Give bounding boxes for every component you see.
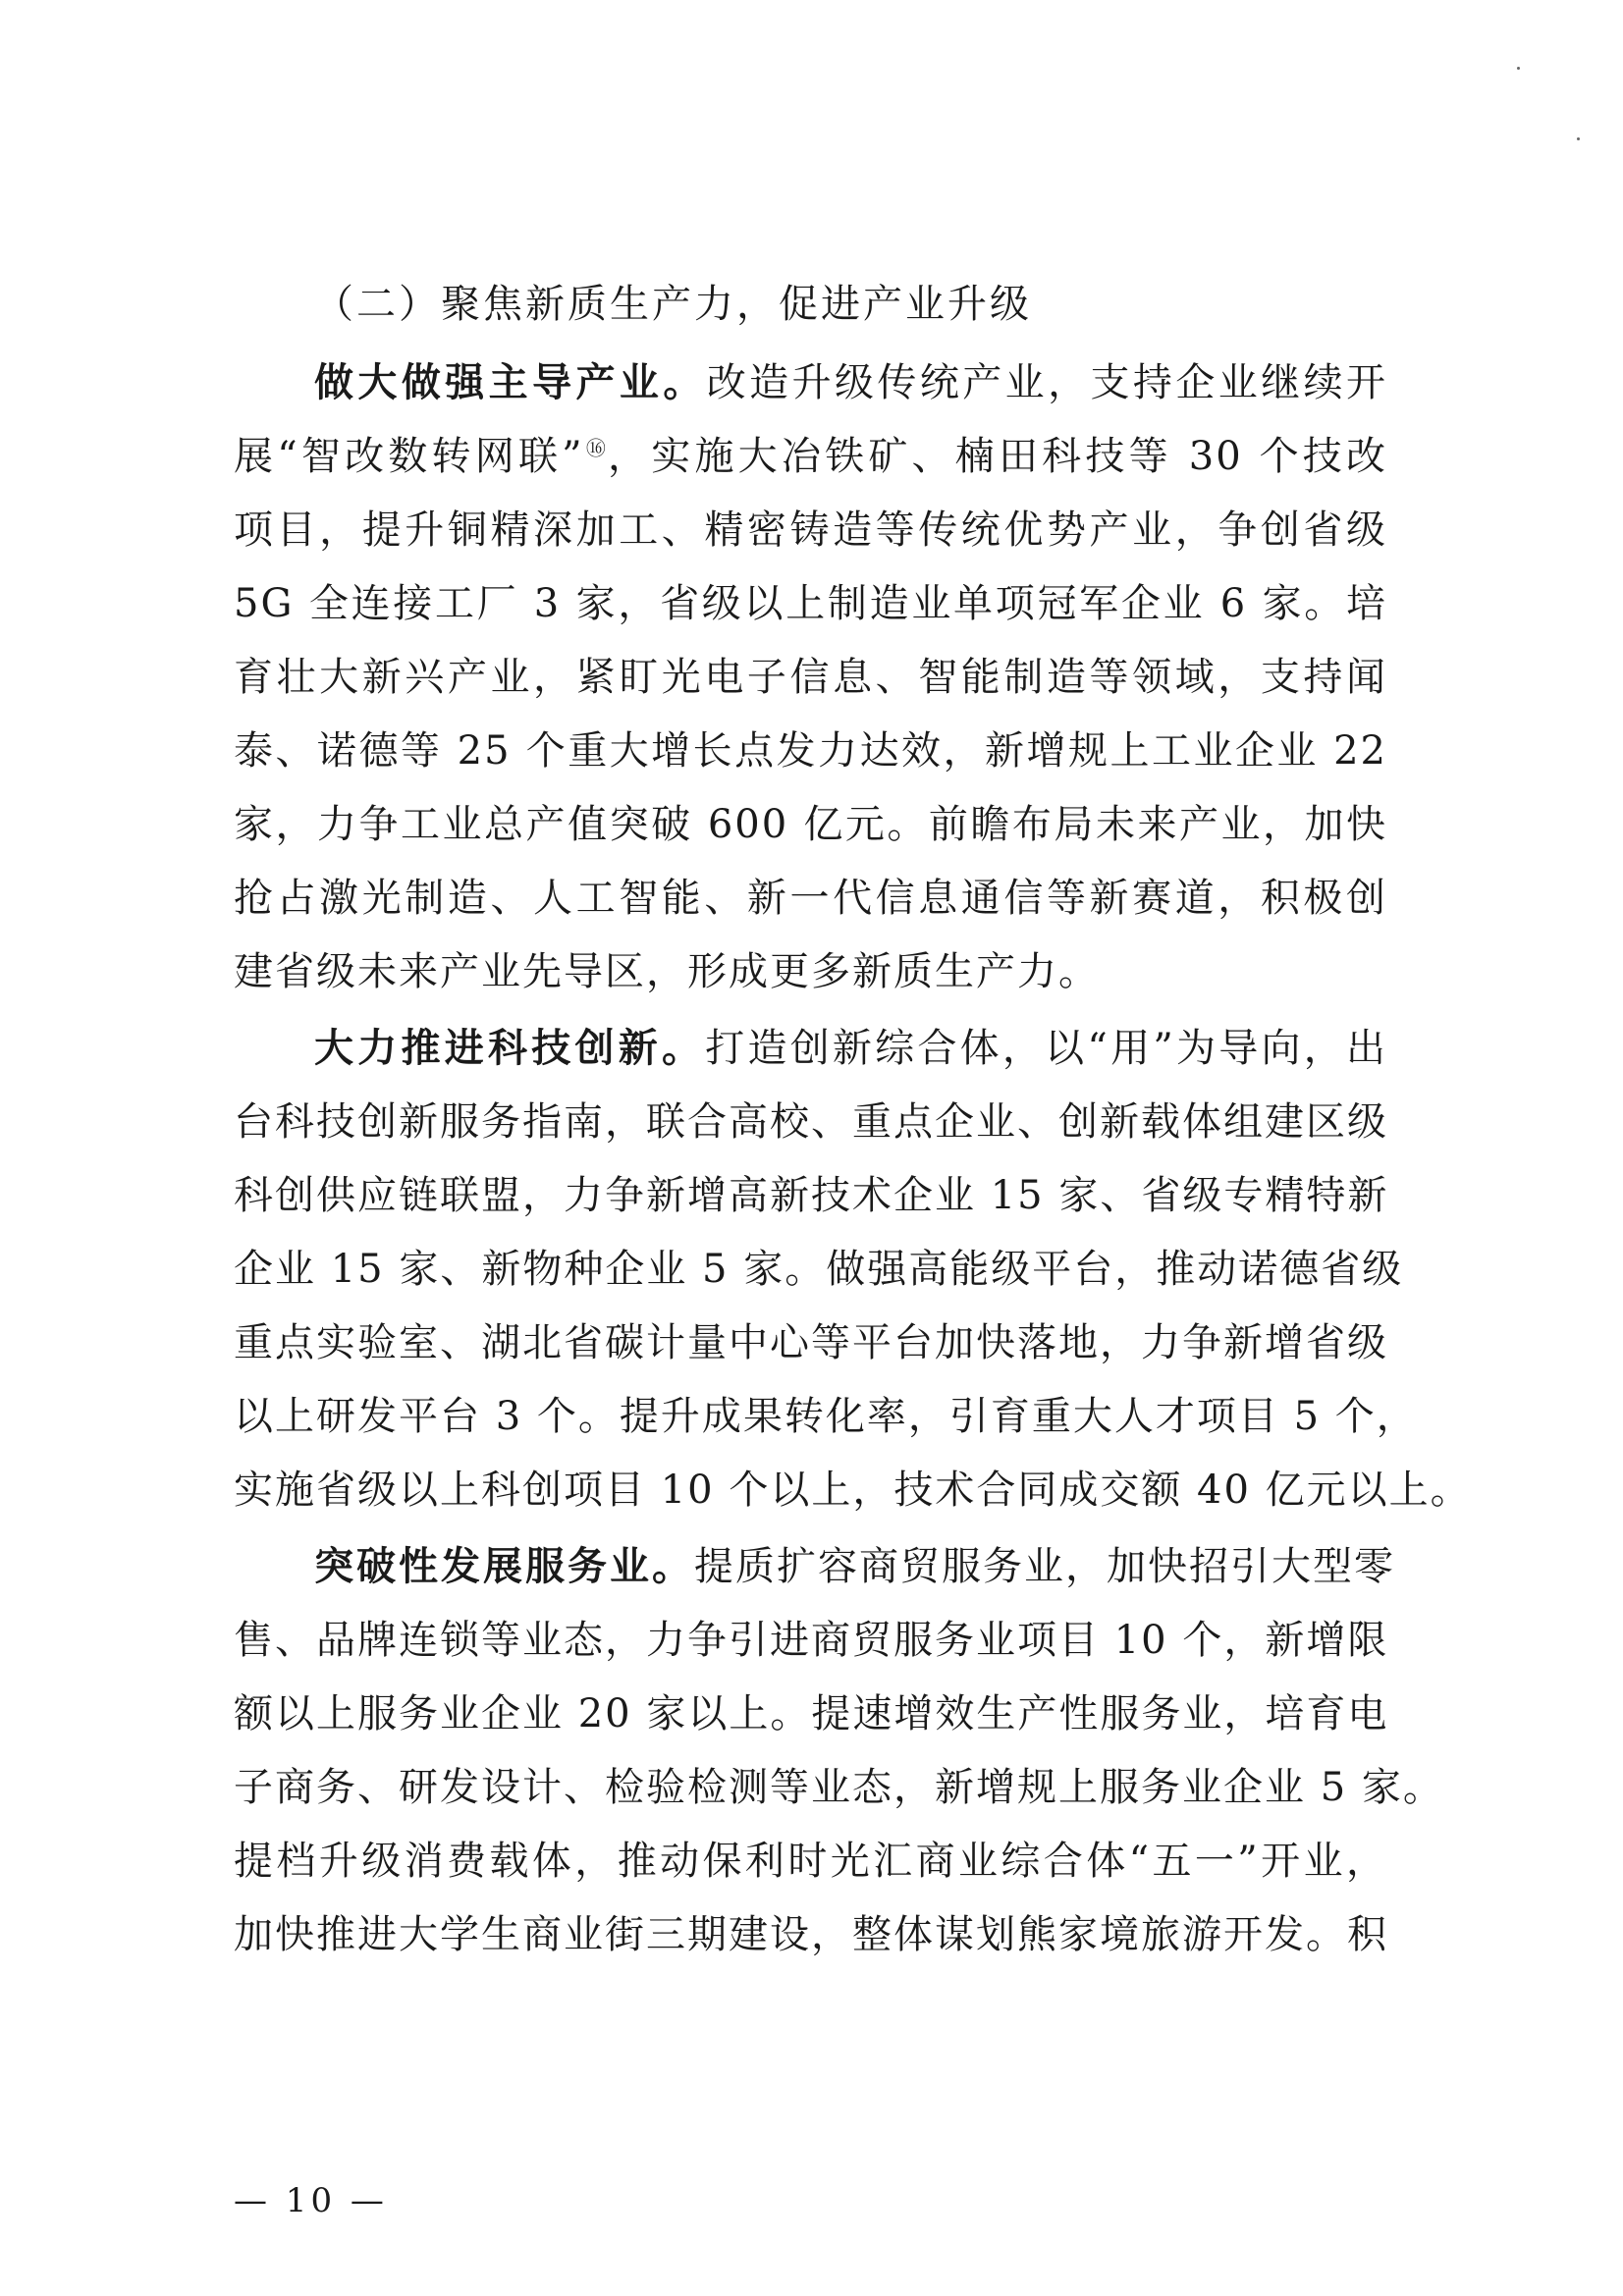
paragraph-line: 育壮大新兴产业，紧盯光电子信息、智能制造等领域，支持闻 [234,655,1387,700]
paragraph-text: 打造创新综合体，以“用”为导向，出 [705,1026,1388,1071]
section-heading: （二）聚焦新质生产力，促进产业升级 [314,282,1032,327]
paragraph-line: 售、品牌连锁等业态，力争引进商贸服务业项目 10 个，新增限 [234,1618,1389,1663]
paragraph-lead: 突破性发展服务业。 [314,1543,694,1589]
footnote-marker: ⑯ [583,436,609,460]
paragraph-line: 企业 15 家、新物种企业 5 家。做强高能级平台，推动诺德省级 [234,1247,1404,1292]
paragraph-line [314,346,1387,420]
paragraph-line: 子商务、研发设计、检验检测等业态，新增规上服务业企业 5 家。 [234,1765,1444,1810]
paragraph-line: 实施省级以上科创项目 10 个以上，技术合同成交额 40 亿元以上。 [234,1468,1472,1513]
paragraph-line [234,419,1387,494]
paragraph-line: 项目，提升铜精深加工、精密铸造等传统优势产业，争创省级 [234,507,1387,553]
paragraph-line: 建省级未来产业先导区，形成更多新质生产力。 [234,949,1100,994]
paragraph-line: 加快推进大学生商业街三期建设，整体谋划熊家境旅游开发。积 [234,1912,1388,1957]
paragraph-line: 台科技创新服务指南，联合高校、重点企业、创新载体组建区级 [234,1099,1388,1145]
paragraph-text: 提质扩容商贸服务业，加快招引大型零 [694,1544,1395,1589]
paragraph-line [314,1529,1395,1604]
paragraph-lead: 大力推进科技创新。 [314,1025,706,1071]
paragraph-line: 重点实验室、湖北省碳计量中心等平台加快落地，力争新增省级 [234,1320,1388,1365]
page-number: — 10 — [234,2181,388,2220]
paragraph-text: 改造升级传统产业，支持企业继续开 [706,360,1387,405]
paragraph-line: 科创供应链联盟，力争新增高新技术企业 15 家、省级专精特新 [234,1173,1389,1218]
paragraph-line: 泰、诺德等 25 个重大增长点发力达效，新增规上工业企业 22 [234,728,1387,774]
paragraph-line: 抢占激光制造、人工智能、新一代信息通信等新赛道，积极创 [234,876,1387,921]
paragraph-text: 展“智改数转网联” [234,434,584,479]
paragraph-text: ，实施大冶铁矿、楠田科技等 30 个技改 [608,434,1388,479]
paragraph-line: 提档升级消费载体，推动保利时光汇商业综合体“五一”开业， [234,1839,1387,1884]
paragraph-line: 额以上服务业企业 20 家以上。提速增效生产性服务业，培育电 [234,1691,1389,1736]
scan-speck [1577,137,1580,140]
paragraph-line: 家，力争工业总产值突破 600 亿元。前瞻布局未来产业，加快 [234,802,1387,847]
paragraph-line: 以上研发平台 3 个。提升成果转化率，引育重大人才项目 5 个， [234,1394,1418,1439]
paragraph-line: 5G 全连接工厂 3 家，省级以上制造业单项冠军企业 6 家。培 [234,581,1387,626]
scan-speck [1517,67,1520,70]
paragraph-line [314,1011,1387,1086]
paragraph-lead: 做大做强主导产业。 [314,359,707,405]
